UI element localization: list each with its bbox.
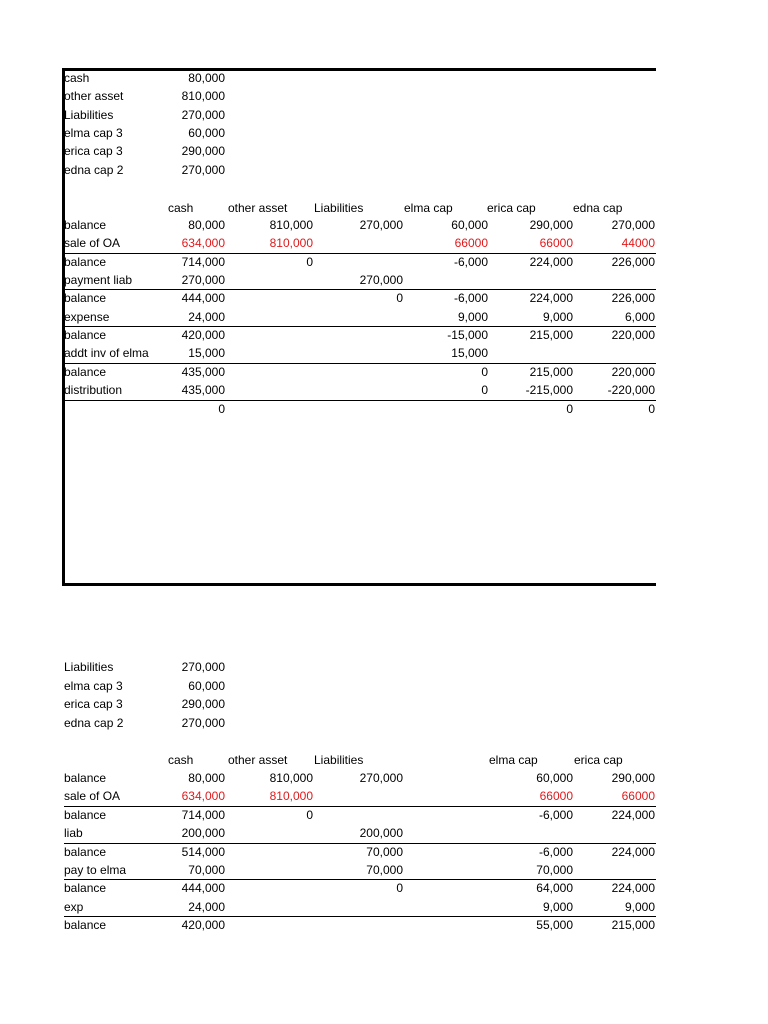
table-cell: 224,000 <box>611 844 655 859</box>
column-header: cash <box>168 201 194 215</box>
table-cell: 810,000 <box>269 771 313 785</box>
row-label: balance <box>64 918 107 933</box>
table-cell: 220,000 <box>611 364 655 379</box>
table-cell: 714,000 <box>181 807 225 822</box>
table-cell: 226,000 <box>611 254 655 269</box>
row-label: addt inv of elma <box>64 346 149 361</box>
table-cell: 55,000 <box>536 918 573 933</box>
table-cell: 15,000 <box>451 346 488 361</box>
column-header: elma cap <box>489 753 538 767</box>
table-cell: 215,000 <box>611 918 655 933</box>
row-label: exp <box>64 899 84 914</box>
row-label: balance <box>64 771 107 785</box>
row-label: balance <box>64 291 107 306</box>
table-cell: 9,000 <box>542 309 573 324</box>
table-cell: 420,000 <box>181 328 225 343</box>
table-cell: 290,000 <box>611 771 655 785</box>
table-cell: 215,000 <box>529 328 573 343</box>
row-label: balance <box>64 364 107 379</box>
summary-label: erica cap 3 <box>64 144 123 159</box>
summary-label: Liabilities <box>64 660 114 674</box>
row-label: balance <box>64 218 107 232</box>
row-label: sale of OA <box>64 236 121 251</box>
row-label: payment liab <box>64 273 133 288</box>
summary-value: 290,000 <box>181 697 225 712</box>
row-label: balance <box>64 254 107 269</box>
column-header: erica cap <box>574 753 623 767</box>
table-cell: 64,000 <box>536 881 573 896</box>
table-cell: -6,000 <box>538 844 573 859</box>
row-label: pay to elma <box>64 863 127 877</box>
table-cell: 270,000 <box>611 218 655 232</box>
table-cell: 9,000 <box>542 899 573 914</box>
table-cell: 290,000 <box>529 218 573 232</box>
table-cell: -6,000 <box>453 254 488 269</box>
table-cell: 70,000 <box>366 844 403 859</box>
summary-label: elma cap 3 <box>64 125 123 140</box>
table-cell: 80,000 <box>188 218 225 232</box>
table-cell: 66000 <box>454 236 488 251</box>
table-cell: 224,000 <box>611 881 655 896</box>
table-cell: 60,000 <box>451 218 488 232</box>
table-cell: 70,000 <box>536 863 573 877</box>
table-cell: 224,000 <box>529 291 573 306</box>
table-cell: 80,000 <box>188 771 225 785</box>
summary-label: cash <box>64 71 90 85</box>
summary-value: 80,000 <box>188 71 225 85</box>
table-cell: 435,000 <box>181 364 225 379</box>
summary-value: 290,000 <box>181 144 225 159</box>
table-cell: 634,000 <box>181 236 225 251</box>
table-cell: 810,000 <box>269 218 313 232</box>
table-cell: 0 <box>566 401 573 416</box>
table-cell: -6,000 <box>453 291 488 306</box>
table-cell: 0 <box>218 401 225 416</box>
summary-label: other asset <box>64 89 124 104</box>
summary-label: Liabilities <box>64 107 114 122</box>
column-header: Liabilities <box>314 753 364 767</box>
table-cell: 60,000 <box>536 771 573 785</box>
summary-label: edna cap 2 <box>64 715 124 730</box>
column-header: elma cap <box>404 201 453 215</box>
table-cell: 0 <box>481 383 488 398</box>
table-cell: -15,000 <box>447 328 488 343</box>
table-cell: 215,000 <box>529 364 573 379</box>
table-cell: 0 <box>396 881 403 896</box>
table-cell: 435,000 <box>181 383 225 398</box>
row-label: balance <box>64 807 107 822</box>
summary-value: 270,000 <box>181 162 225 177</box>
row-label: sale of OA <box>64 789 121 804</box>
row-label: expense <box>64 309 110 324</box>
table-cell: 224,000 <box>529 254 573 269</box>
column-header: edna cap <box>573 201 623 215</box>
table-cell: -215,000 <box>525 383 573 398</box>
table-cell: 420,000 <box>181 918 225 933</box>
summary-value: 270,000 <box>181 715 225 730</box>
row-label: balance <box>64 881 107 896</box>
table-cell: 0 <box>481 364 488 379</box>
column-header: Liabilities <box>314 201 364 215</box>
table-cell: 70,000 <box>366 863 403 877</box>
table-cell: 70,000 <box>188 863 225 877</box>
table-cell: 270,000 <box>359 218 403 232</box>
table-cell: 24,000 <box>188 309 225 324</box>
summary-value: 270,000 <box>181 660 225 674</box>
table-cell: 200,000 <box>359 826 403 841</box>
table-cell: 0 <box>306 254 313 269</box>
table-cell: 200,000 <box>181 826 225 841</box>
table-cell: 15,000 <box>188 346 225 361</box>
table-cell: 810,000 <box>269 789 313 804</box>
table-cell: 66000 <box>539 789 573 804</box>
table-cell: 9,000 <box>457 309 488 324</box>
table-cell: 270,000 <box>359 273 403 288</box>
column-header: erica cap <box>487 201 536 215</box>
table-cell: 66000 <box>621 789 655 804</box>
table-cell: -6,000 <box>538 807 573 822</box>
summary-label: edna cap 2 <box>64 162 124 177</box>
column-header: other asset <box>228 201 288 215</box>
row-label: distribution <box>64 383 123 398</box>
table-cell: 6,000 <box>624 309 655 324</box>
summary-label: elma cap 3 <box>64 678 123 693</box>
row-label: balance <box>64 844 107 859</box>
summary-value: 810,000 <box>181 89 225 104</box>
table-cell: 44000 <box>621 236 655 251</box>
summary-value: 60,000 <box>188 678 225 693</box>
table-cell: 9,000 <box>624 899 655 914</box>
table-cell: 226,000 <box>611 291 655 306</box>
table-cell: 224,000 <box>611 807 655 822</box>
table-cell: 444,000 <box>181 881 225 896</box>
table-cell: 0 <box>648 401 655 416</box>
table-cell: 810,000 <box>269 236 313 251</box>
summary-value: 270,000 <box>181 107 225 122</box>
table-cell: 444,000 <box>181 291 225 306</box>
table-cell: 514,000 <box>181 844 225 859</box>
table-cell: 634,000 <box>181 789 225 804</box>
table-cell: 0 <box>396 291 403 306</box>
table-cell: 270,000 <box>181 273 225 288</box>
table-cell: -220,000 <box>607 383 655 398</box>
summary-label: erica cap 3 <box>64 697 123 712</box>
table-cell: 66000 <box>539 236 573 251</box>
table-cell: 24,000 <box>188 899 225 914</box>
column-header: other asset <box>228 753 288 767</box>
row-label: balance <box>64 328 107 343</box>
row-label: liab <box>64 826 83 841</box>
summary-value: 60,000 <box>188 125 225 140</box>
column-header: cash <box>168 753 194 767</box>
table-cell: 220,000 <box>611 328 655 343</box>
table-cell: 270,000 <box>359 771 403 785</box>
table-cell: 714,000 <box>181 254 225 269</box>
table-cell: 0 <box>306 807 313 822</box>
